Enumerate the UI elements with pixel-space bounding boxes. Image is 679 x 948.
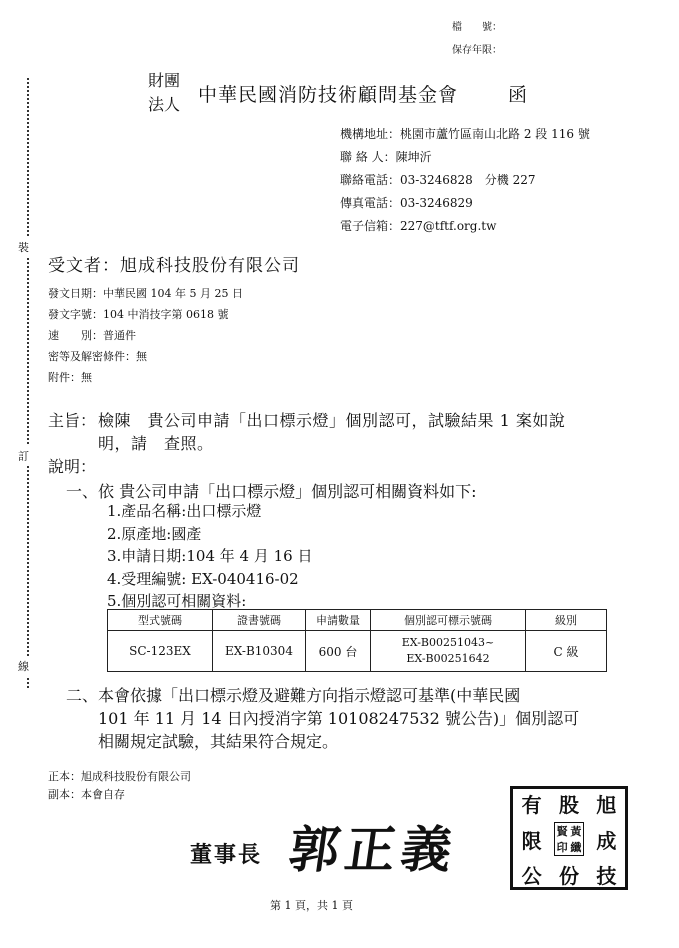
cell-certificate: EX-B10304 [213, 631, 306, 672]
urgency: 速 別：普通件 [48, 329, 136, 342]
attachments: 附件：無 [48, 371, 92, 384]
org-prefix-line1: 財團 [148, 71, 181, 90]
page-footer: 第 1 頁，共 1 頁 [270, 899, 353, 912]
org-name: 中華民國消防技術顧問基金會 [198, 84, 459, 106]
detail-case-number: 4.受理編號: EX-040416-02 [107, 569, 299, 588]
table-row [108, 631, 607, 672]
seal-inner-box: 賢 黃 印 纖 [554, 822, 583, 856]
explanation-item1: 一、依 貴公司申請「出口標示燈」個別認可相關資料如下: [66, 482, 477, 501]
explanation-item2-line1: 二、本會依據「出口標示燈及避難方向指示燈認可基準(中華民國 [66, 686, 521, 705]
detail-apply-date: 3.申請日期:104 年 4 月 16 日 [107, 547, 313, 565]
subject-label: 主旨： [48, 411, 97, 430]
cell-grade: C 級 [526, 631, 607, 672]
explanation-details [107, 500, 312, 613]
seal-char: 股 [558, 793, 579, 817]
original-recipient: 正本：旭成科技股份有限公司 [48, 770, 191, 783]
cell-mark-number: EX-B00251043~ EX-B00251642 [371, 631, 526, 672]
seal-char: 技 [596, 864, 617, 888]
company-seal [510, 786, 628, 890]
seal-char: 成 [596, 828, 617, 853]
signature-name: 郭正義 [285, 820, 462, 879]
meta-block [48, 283, 243, 388]
subject-line2: 明，請 查照。 [98, 434, 214, 453]
header-quantity: 申請數量 [306, 610, 371, 631]
classification: 密等及解密條件：無 [48, 350, 147, 363]
explanation-item2-line2: 101 年 11 月 14 日內授消字第 10108247532 號公告)」個別認可 [98, 709, 580, 728]
seal-char: 有 [521, 793, 542, 817]
seal-char: 旭 [596, 793, 617, 817]
document-number: 發文字號：104 中消技字第 0618 號 [48, 308, 229, 321]
detail-cert-data: 5.個別認可相關資料: [107, 592, 247, 610]
contact-email: 電子信箱：227@tftf.org.tw [340, 219, 497, 233]
issue-date: 發文日期：中華民國 104 年 5 月 25 日 [48, 287, 243, 300]
contact-address: 機構地址：桃園市蘆竹區南山北路 2 段 116 號 [340, 127, 590, 141]
header-grade: 級別 [526, 610, 607, 631]
binding-mark-middle: 訂 [18, 446, 29, 466]
binding-mark-top: 裝 [18, 237, 29, 257]
seal-char: 公 [521, 864, 542, 888]
contact-block [340, 123, 590, 238]
certification-table [107, 609, 607, 672]
cell-quantity: 600 台 [306, 631, 371, 672]
cell-model: SC-123EX [108, 631, 213, 672]
header-model: 型式號碼 [108, 610, 213, 631]
binding-mark-bottom: 線 [18, 656, 29, 676]
explanation-item2-line3: 相關規定試驗，其結果符合規定。 [98, 732, 339, 751]
doc-type: 函 [508, 84, 528, 106]
explanation-label: 說明： [48, 457, 97, 476]
seal-char: 限 [521, 828, 542, 853]
detail-product-name: 1.產品名稱:出口標示燈 [107, 502, 262, 520]
contact-phone: 聯絡電話：03-3246828 分機 227 [340, 173, 536, 187]
file-number-label: 檔 號： [452, 22, 502, 33]
contact-fax: 傳真電話：03-3246829 [340, 196, 473, 210]
signature-title: 董事長 [190, 842, 263, 868]
binding-line [27, 78, 29, 688]
detail-origin: 2.原產地:國產 [107, 524, 202, 543]
copy-recipient: 副本：本會自存 [48, 788, 125, 801]
recipient: 受文者：旭成科技股份有限公司 [48, 256, 300, 276]
org-prefix-line2: 法人 [148, 95, 181, 114]
header-certificate: 證書號碼 [213, 610, 306, 631]
contact-person: 聯 絡 人：陳坤沂 [340, 150, 432, 164]
table-header-row [108, 610, 607, 631]
header-mark-number: 個別認可標示號碼 [371, 610, 526, 631]
subject-line1: 檢陳 貴公司申請「出口標示燈」個別認可，試驗結果 1 案如說 [98, 411, 566, 430]
seal-char: 份 [558, 864, 579, 888]
retention-label: 保存年限： [452, 45, 502, 56]
